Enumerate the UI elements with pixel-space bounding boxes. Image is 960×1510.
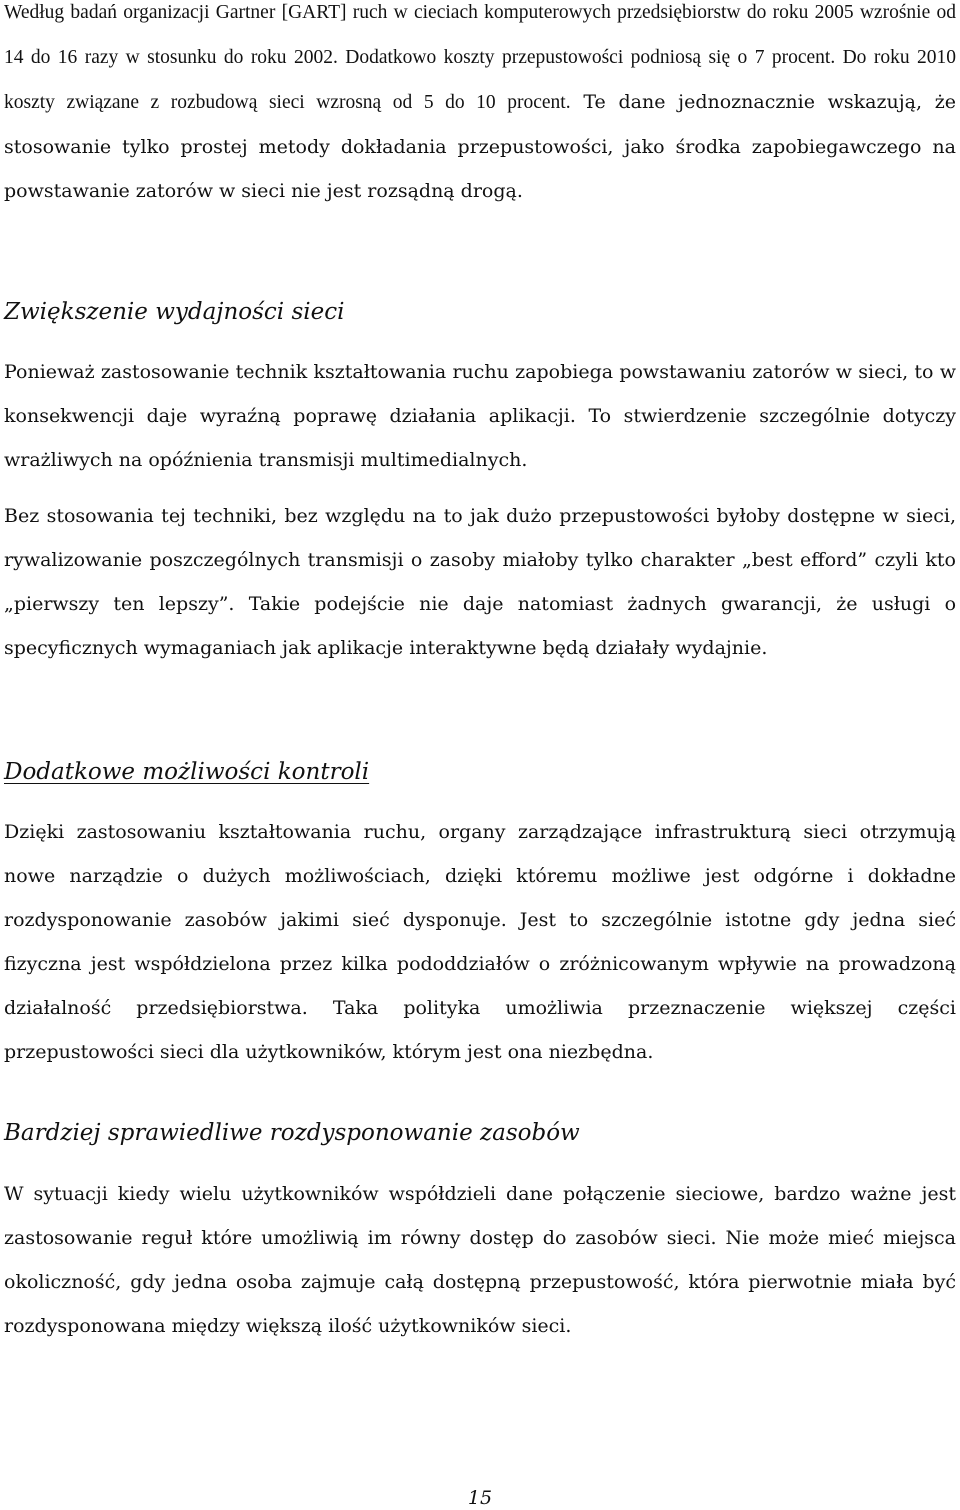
paragraph-multimedia-sentence: To stwierdzenie szczególnie dotyczy wrażliwych na opóźnienia transmisji multimedialnych. [4, 405, 956, 471]
paragraph-guarantees-sentence: Takie podejście nie daje natomiast żadnych gwarancji, że usługi o specyficznych wymaganiach jak aplikacje interaktywne będą działały wydajnie. [4, 593, 957, 659]
heading-network-performance: Zwiększenie wydajności sieci [4, 299, 345, 325]
paragraph-best-effort [4, 494, 956, 670]
paragraph-gartner-sentences: Według badań organizacji Gartner [GART] ruch w cieciach komputerowych przedsiębiorstw do roku 2005 wzrośnie od 14 do 16 razy w stosunku do roku 2002. Dodatkowo koszty przepustowości podniosą się o 7 procent. Do roku 2010 koszty związane z rozbudową sieci wzrosną od 5 do 10 procent. [4, 2, 956, 113]
paragraph-shared-network-sentence: Jest to szczególnie istotne gdy jedna sieć fizyczna jest współdzielona przez kilka pododdziałów o zróżnicowanym wpływie na prowadzoną działalność przedsiębiorstwa. [4, 909, 956, 1019]
page-number: 15 [467, 1487, 493, 1509]
paragraph-control-sentence: Dzięki zastosowaniu kształtowania ruchu, organy zarządzające infrastrukturą sieci otrzymują nowe narządzie o dużych możliwościach, dzięki któremu możliwe jest odgórne i dokładne rozdysponowanie zasobów jakimi sieć dysponuje. [4, 821, 956, 931]
paragraph-control-capabilities [4, 810, 956, 1074]
paragraph-fair-access [4, 1172, 956, 1348]
paragraph-gartner-traffic [4, 0, 956, 213]
paragraph-best-effort-sentence: Bez stosowania tej techniki, bez względu na to jak dużo przepustowości byłoby dostępne w sieci, rywalizowanie poszczególnych transmisji o zasoby miałoby tylko charakter „best efford” czyli kto „pierwszy ten lepszy”. [4, 505, 956, 615]
paragraph-data-conclusion: Te dane jednoznacznie wskazują, że stosowanie tylko prostej metody dokładania przepustowości, jako środka zapobiegawczego na powstawanie zatorów w sieci nie jest rozsądną drogą. [4, 91, 956, 202]
paragraph-traffic-shaping-benefit [4, 350, 956, 482]
heading-additional-control: Dodatkowe możliwości kontroli [4, 759, 370, 785]
paragraph-traffic-shaping-sentence: Ponieważ zastosowanie technik kształtowania ruchu zapobiega powstawaniu zatorów w sieci, to w konsekwencji daje wyraźną poprawę działania aplikacji. [4, 361, 956, 427]
paragraph-monopoly-sentence: Nie może mieć miejsca okoliczność, gdy jedna osoba zajmuje całą dostępną przepustowość, która pierwotnie miała być rozdysponowana między większą ilość użytkowników sieci. [4, 1227, 957, 1337]
paragraph-shared-connection-sentence: W sytuacji kiedy wielu użytkowników współdzieli dane połączenie sieciowe, bardzo ważne jest zastosowanie reguł które umożliwią im równy dostęp do zasobów sieci. [4, 1183, 956, 1249]
heading-fair-allocation: Bardziej sprawiedliwe rozdysponowanie zasobów [4, 1120, 580, 1146]
paragraph-policy-sentence: Taka polityka umożliwia przeznaczenie większej części przepustowości sieci dla użytkowników, którym jest ona niezbędna. [4, 997, 956, 1063]
